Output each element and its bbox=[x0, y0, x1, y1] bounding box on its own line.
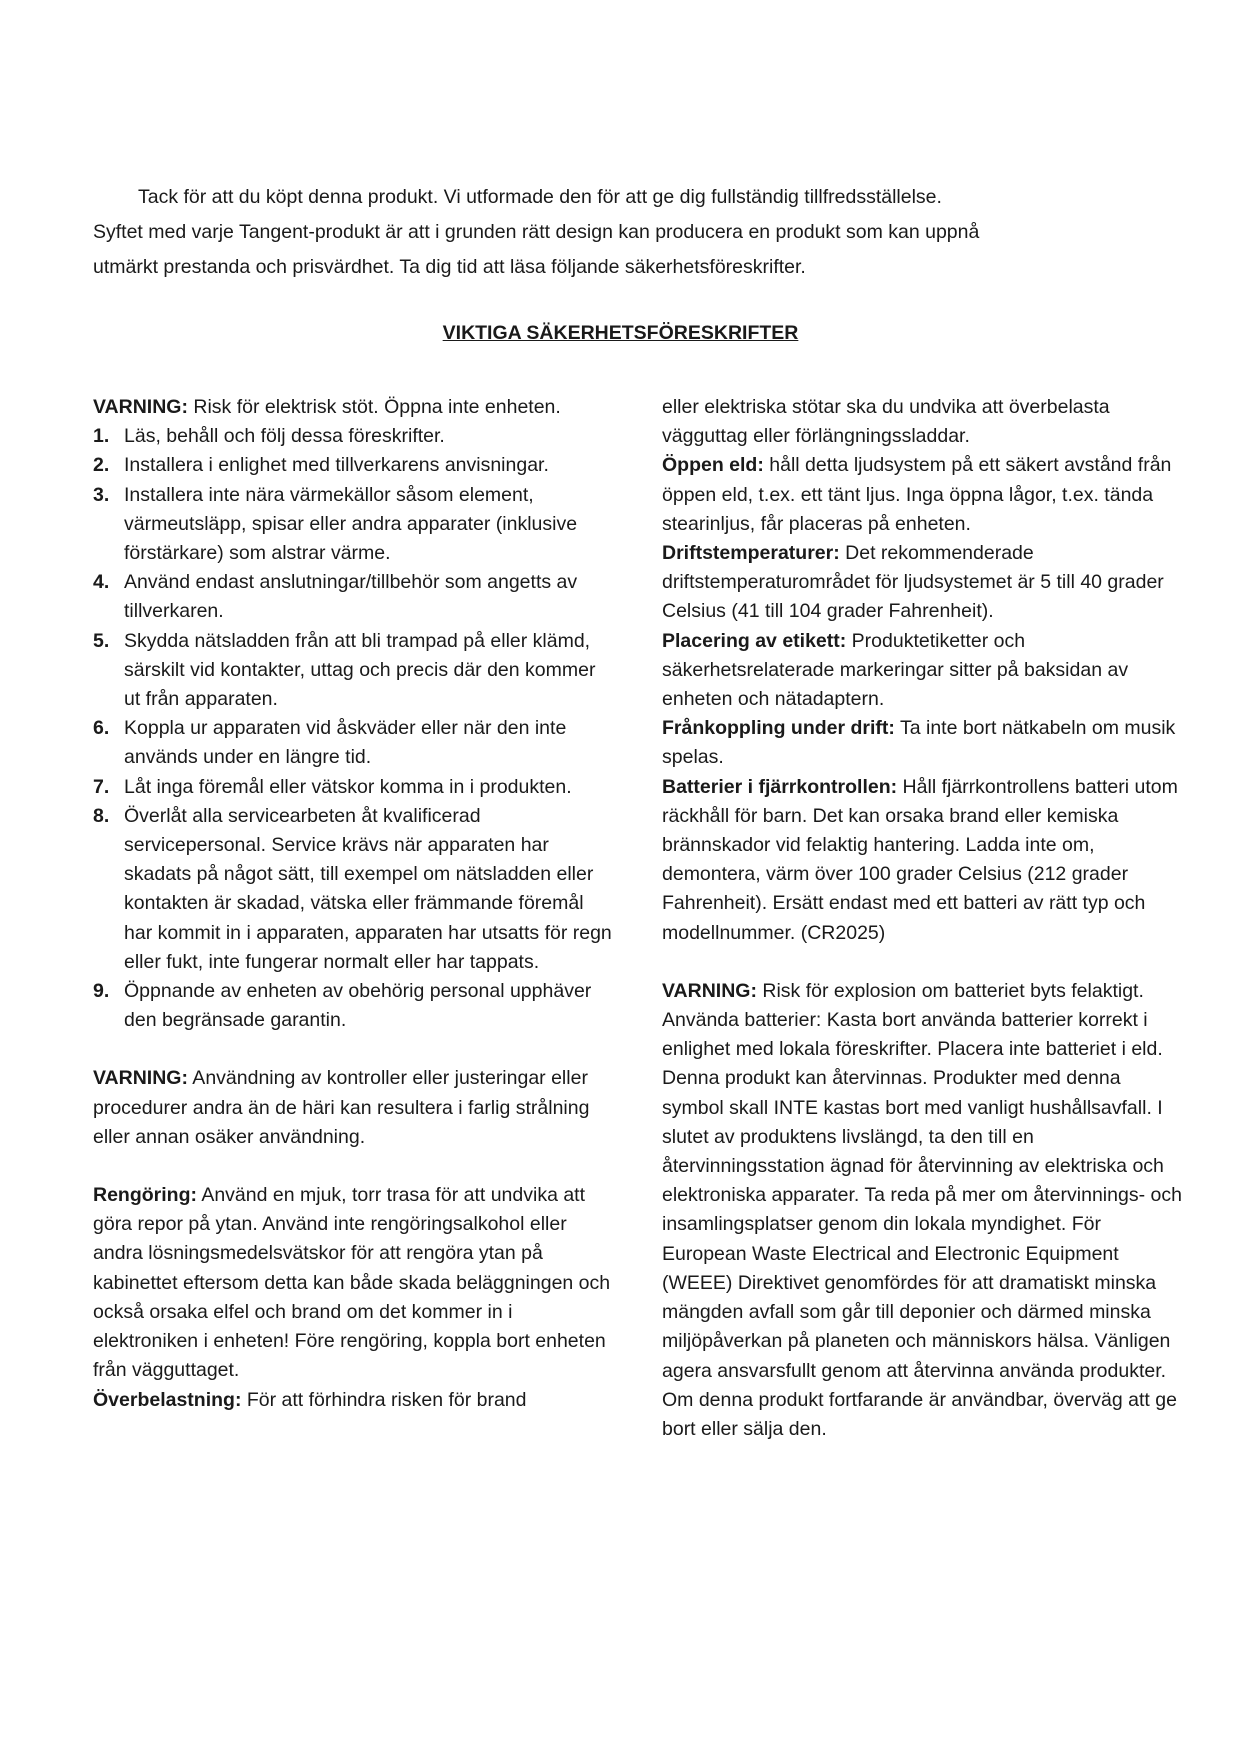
list-item: 2. Installera i enlighet med tillverkarens anvisningar. bbox=[93, 454, 549, 477]
overload-continuation: eller elektriska stötar ska du undvika att överbelasta vägguttag eller förlängningssladdar. bbox=[662, 396, 1110, 448]
label-placement-paragraph: Placering av etikett: Produktetiketter och säkerhetsrelaterade markeringar sitter på baksidan av enheten och nätadaptern. bbox=[662, 629, 1129, 711]
warning-radiation: VARNING: Användning av kontroller eller justeringar eller procedurer andra än de häri kan resultera i farlig strålning eller annan osäker användning. bbox=[93, 1067, 590, 1148]
open-flame-paragraph: Öppen eld: håll detta ljudsystem på ett säkert avstånd från öppen eld, t.ex. ett tänt ljus. Inga öppna lågor, t.ex. tända stearinljus, får placeras på enheten. bbox=[662, 454, 1172, 535]
left-column bbox=[93, 393, 613, 1415]
list-item: 4. Använd endast anslutningar/tillbehör som angetts av tillverkaren. bbox=[93, 571, 578, 623]
warning-electric-shock: VARNING: Risk för elektrisk stöt. Öppna inte enheten. bbox=[93, 396, 561, 418]
intro-line: utmärkt prestanda och prisvärdhet. Ta dig tid att läsa följande säkerhetsföreskrifter. bbox=[93, 256, 806, 278]
batteries-paragraph: Batterier i fjärrkontrollen: Håll fjärrkontrollens batteri utom räckhåll för barn. Det kan orsaka brand eller kemiska brännskador vid felaktig hantering. Ladda inte om, demontera, värm över 100 grader Celsius (212 grader Fahrenheit). Ersätt endast med ett batteri av rätt typ och modellnummer. (CR2025) bbox=[662, 775, 1178, 944]
intro-line: Syftet med varje Tangent-produkt är att i grunden rätt design kan producera en produkt som kan uppnå bbox=[93, 221, 980, 243]
intro-line: Tack för att du köpt denna produkt. Vi utformade den för att ge dig fullständig tillfredsställelse. bbox=[138, 186, 942, 208]
list-item: 9. Öppnande av enheten av obehörig personal upphäver den begränsade garantin. bbox=[93, 980, 592, 1032]
safety-rules-list bbox=[93, 422, 613, 1035]
list-item: 8. Överlåt alla servicearbeten åt kvalificerad servicepersonal. Service krävs när apparaten har skadats på något sätt, till exempel om nätsladden eller kontakten är skadad, vätska eller främmande föremål har kommit in i apparaten, apparaten har utsatts för regn eller fukt, inte fungerar normalt eller har tappats. bbox=[93, 804, 612, 973]
list-item: 6. Koppla ur apparaten vid åskväder eller när den inte används under en längre tid. bbox=[93, 717, 567, 769]
recycling-paragraph: Denna produkt kan återvinnas. Produkter med denna symbol skall INTE kastas bort med vanligt hushållsavfall. I slutet av produktens livslängd, ta den till en återvinningsstation ägnad för återvinning av elektriska och elektroniska apparater. Ta reda på mer om återvinnings- och insamlingsplatser genom din lokala myndighet. För European Waste Electrical and Electronic Equipment (WEEE) Direktivet genomfördes för att dramatiskt minska mängden avfall som går till deponier och därmed minska miljöpåverkan på planeten och människors hälsa. Vänligen agera ansvarsfullt genom att återvinna använda produkter. Om denna produkt fortfarande är användbar, överväg att ge bort eller sälja den. bbox=[662, 1067, 1182, 1440]
temperature-paragraph: Driftstemperaturer: Det rekommenderade driftstemperaturområdet för ljudsystemet är 5 till 40 grader Celsius (41 till 104 grader Fahrenheit). bbox=[662, 542, 1164, 623]
list-item: 1. Läs, behåll och följ dessa föreskrifter. bbox=[93, 425, 445, 448]
warning-explosion: VARNING: Risk för explosion om batteriet byts felaktigt. bbox=[662, 979, 1144, 1002]
list-item: 5. Skydda nätsladden från att bli trampad på eller klämd, särskilt vid kontakter, uttag och precis där den kommer ut från apparaten. bbox=[93, 629, 596, 711]
right-column bbox=[662, 393, 1182, 1444]
used-batteries-paragraph: Använda batterier: Kasta bort använda batterier korrekt i enlighet med lokala föreskrifter. Placera inte batteriet i eld. bbox=[662, 1009, 1163, 1061]
list-item: 3. Installera inte nära värmekällor såsom element, värmeutsläpp, spisar eller andra apparater (inklusive förstärkare) som alstrar värme. bbox=[93, 483, 578, 565]
list-item: 7. Låt inga föremål eller vätskor komma in i produkten. bbox=[93, 775, 572, 798]
overload-paragraph: Överbelastning: För att förhindra risken för brand bbox=[93, 1388, 527, 1411]
cleaning-paragraph: Rengöring: Använd en mjuk, torr trasa för att undvika att göra repor på ytan. Använd inte rengöringsalkohol eller andra lösningsmedelsvätskor för att rengöra ytan på kabinettet eftersom detta kan både skada beläggningen och också orsaka elfel och brand om det kommer in i elektroniken i enheten! Före rengöring, koppla bort enheten från vägguttaget. bbox=[93, 1184, 611, 1382]
intro-paragraph bbox=[93, 180, 1153, 285]
disconnect-paragraph: Frånkoppling under drift: Ta inte bort nätkabeln om musik spelas. bbox=[662, 717, 1176, 769]
section-heading: VIKTIGA SÄKERHETSFÖRESKRIFTER bbox=[442, 322, 799, 344]
